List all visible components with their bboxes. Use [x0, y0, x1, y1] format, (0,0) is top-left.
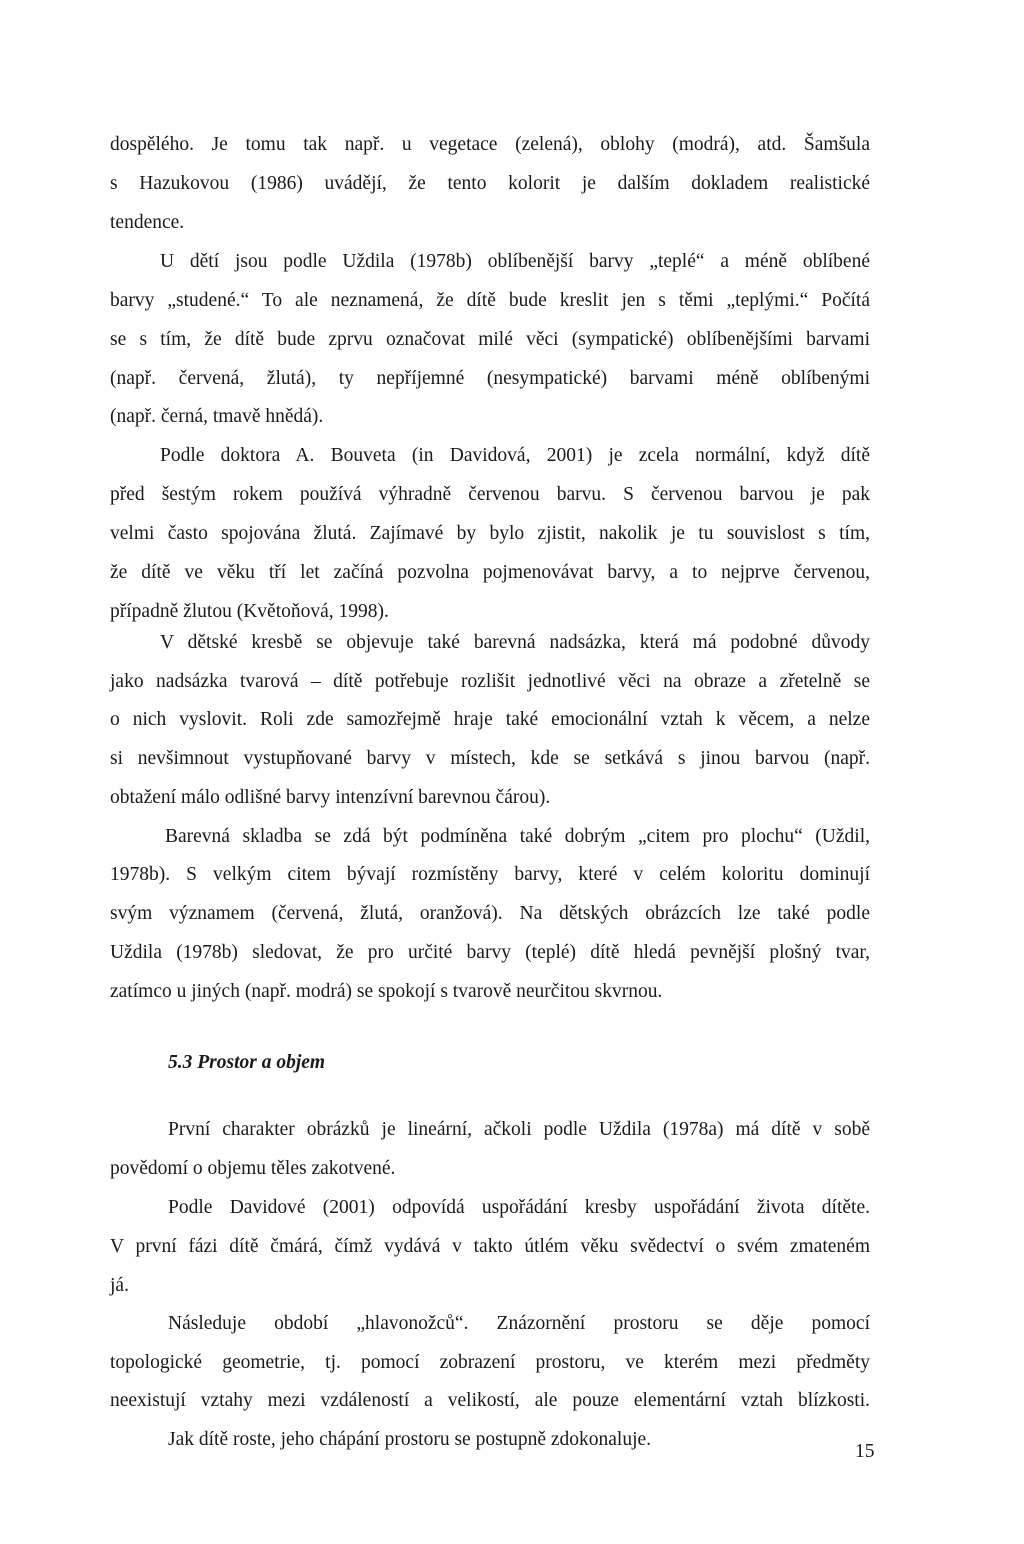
text-line: barvy „studené.“ To ale neznamená, že dítě bude kreslit jen s těmi „teplými.“ Počítá — [110, 290, 870, 311]
page-number: 15 — [855, 1441, 875, 1462]
text-line: dospělého. Je tomu tak např. u vegetace (zelená), oblohy (modrá), atd. Šamšula — [110, 134, 870, 155]
text-line: V první fázi dítě čmárá, čímž vydává v takto útlém věku svědectví o svém zmateném — [110, 1236, 870, 1257]
text-line: V dětské kresbě se objevuje také barevná nadsázka, která má podobné důvody — [160, 632, 870, 653]
text-line: 1978b). S velkým citem bývají rozmístěny barvy, které v celém koloritu dominují — [110, 864, 870, 885]
text-line: Podle Davidové (2001) odpovídá uspořádání kresby uspořádání života dítěte. — [168, 1197, 870, 1218]
text-line: Barevná skladba se zdá být podmíněna také dobrým „citem pro plochu“ (Uždil, — [165, 826, 870, 847]
text-line: velmi často spojována žlutá. Zajímavé by bylo zjistit, nakolik je tu souvislost s tím, — [110, 523, 870, 544]
text-line: povědomí o objemu těles zakotvené. — [110, 1158, 396, 1179]
text-line: o nich vyslovit. Roli zde samozřejmě hraje také emocionální vztah k věcem, a nelze — [110, 709, 870, 730]
text-line: (např. černá, tmavě hnědá). — [110, 406, 324, 427]
text-line: s Hazukovou (1986) uvádějí, že tento kolorit je dalším dokladem realistické — [110, 173, 870, 194]
text-line: svým významem (červená, žlutá, oranžová). Na dětských obrázcích lze také podle — [110, 903, 870, 924]
text-line: Podle doktora A. Bouveta (in Davidová, 2001) je zcela normální, když dítě — [160, 445, 870, 466]
text-line: obtažení málo odlišné barvy intenzívní barevnou čárou). — [110, 787, 551, 808]
text-line: neexistují vztahy mezi vzdáleností a velikostí, ale pouze elementární vztah blízkosti. — [110, 1390, 870, 1411]
text-line: U dětí jsou podle Uždila (1978b) oblíbenější barvy „teplé“ a méně oblíbené — [160, 251, 870, 272]
section-heading: 5.3 Prostor a objem — [168, 1052, 326, 1073]
text-line: tendence. — [110, 212, 185, 233]
text-line: se s tím, že dítě bude zprvu označovat milé věci (sympatické) oblíbenějšími barvami — [110, 329, 870, 350]
text-line: topologické geometrie, tj. pomocí zobrazení prostoru, ve kterém mezi předměty — [110, 1352, 870, 1373]
text-line: případně žlutou (Květoňová, 1998). — [110, 601, 389, 622]
text-line: První charakter obrázků je lineární, ačkoli podle Uždila (1978a) má dítě v sobě — [168, 1119, 870, 1140]
text-line: (např. červená, žlutá), ty nepříjemné (nesympatické) barvami méně oblíbenými — [110, 368, 870, 389]
text-line: že dítě ve věku tří let začíná pozvolna pojmenovávat barvy, a to nejprve červenou, — [110, 562, 870, 583]
text-line: zatímco u jiných (např. modrá) se spokojí s tvarově neurčitou skvrnou. — [110, 981, 663, 1002]
text-line: si nevšimnout vystupňované barvy v místech, kde se setkává s jinou barvou (např. — [110, 748, 870, 769]
text-line: Následuje období „hlavonožců“. Znázornění prostoru se děje pomocí — [168, 1313, 870, 1334]
text-line: Jak dítě roste, jeho chápání prostoru se postupně zdokonaluje. — [168, 1429, 652, 1450]
text-line: já. — [110, 1275, 129, 1296]
text-line: jako nadsázka tvarová – dítě potřebuje rozlišit jednotlivé věci na obraze a zřetelně se — [110, 671, 870, 692]
text-line: Uždila (1978b) sledovat, že pro určité barvy (teplé) dítě hledá pevnější plošný tvar, — [110, 942, 870, 963]
text-line: před šestým rokem používá výhradně červenou barvu. S červenou barvou je pak — [110, 484, 870, 505]
